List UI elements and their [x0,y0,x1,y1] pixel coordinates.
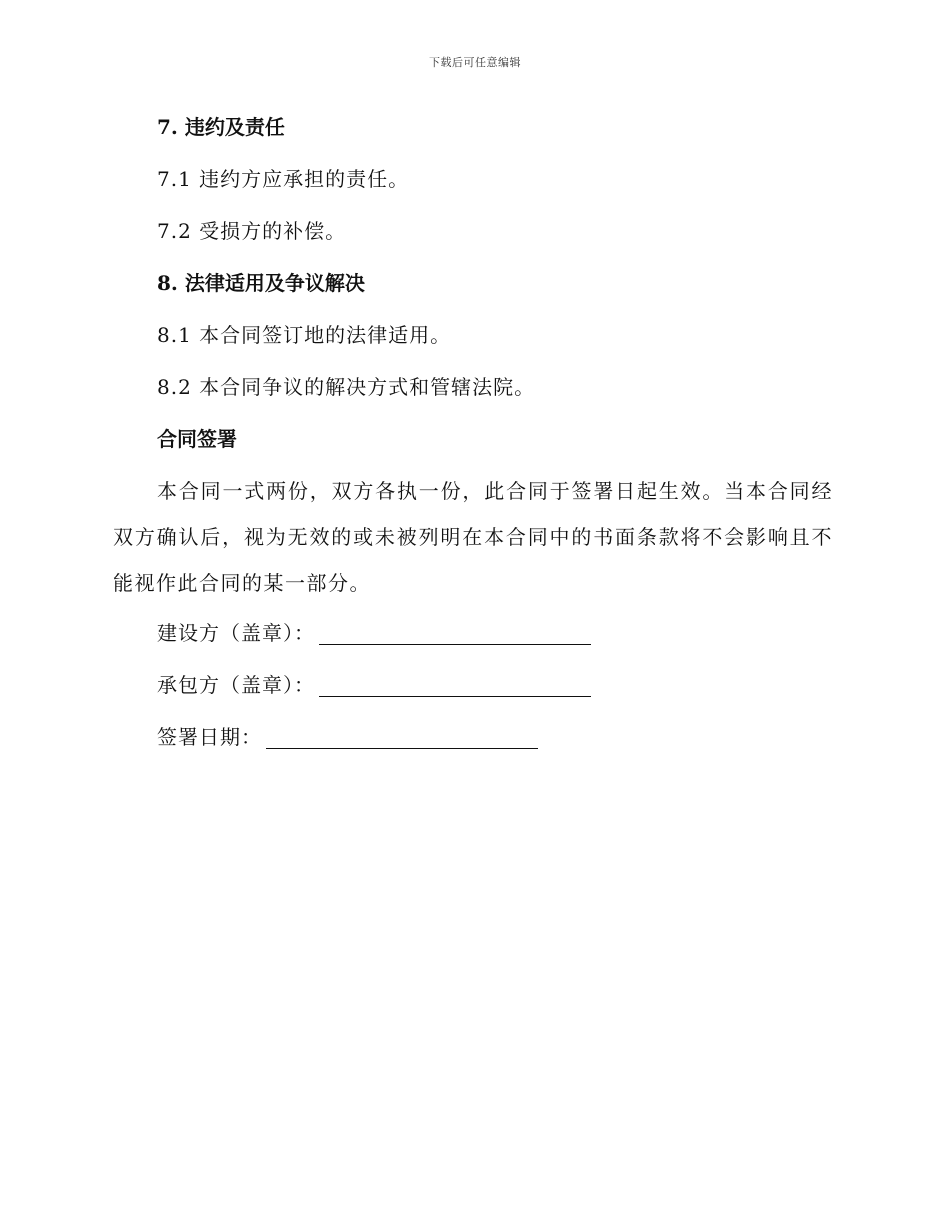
contractor-signature-label: 承包方（盖章）： [157,673,315,697]
clause-7-2: 7.2 受损方的补偿。 [157,219,347,243]
contractor-signature-blank[interactable] [319,670,591,697]
signing-date-label: 签署日期： [157,725,262,749]
page-header: 下载后可任意编辑 [429,56,521,69]
document-body [113,108,833,770]
signing-body-paragraph: 本合同一式两份，双方各执一份，此合同于签署日起生效。当本合同经双方确认后，视为无效的或未被列明在本合同中的书面条款将不会影响且不能视作此合同的某一部分。 [113,479,833,595]
builder-signature-row [157,614,833,652]
contractor-signature-row [157,666,833,704]
section-8-title: 8. 法律适用及争议解决 [157,271,365,295]
section-7-title: 7. 违约及责任 [157,115,285,139]
clause-8-2: 8.2 本合同争议的解决方式和管辖法院。 [157,375,536,399]
signing-date-row [157,718,833,756]
clause-8-1: 8.1 本合同签订地的法律适用。 [157,323,452,347]
signing-date-blank[interactable] [266,722,538,749]
clause-7-1: 7.1 违约方应承担的责任。 [157,167,410,191]
builder-signature-blank[interactable] [319,618,591,645]
signing-section-title: 合同签署 [157,427,237,451]
builder-signature-label: 建设方（盖章）： [157,621,315,645]
